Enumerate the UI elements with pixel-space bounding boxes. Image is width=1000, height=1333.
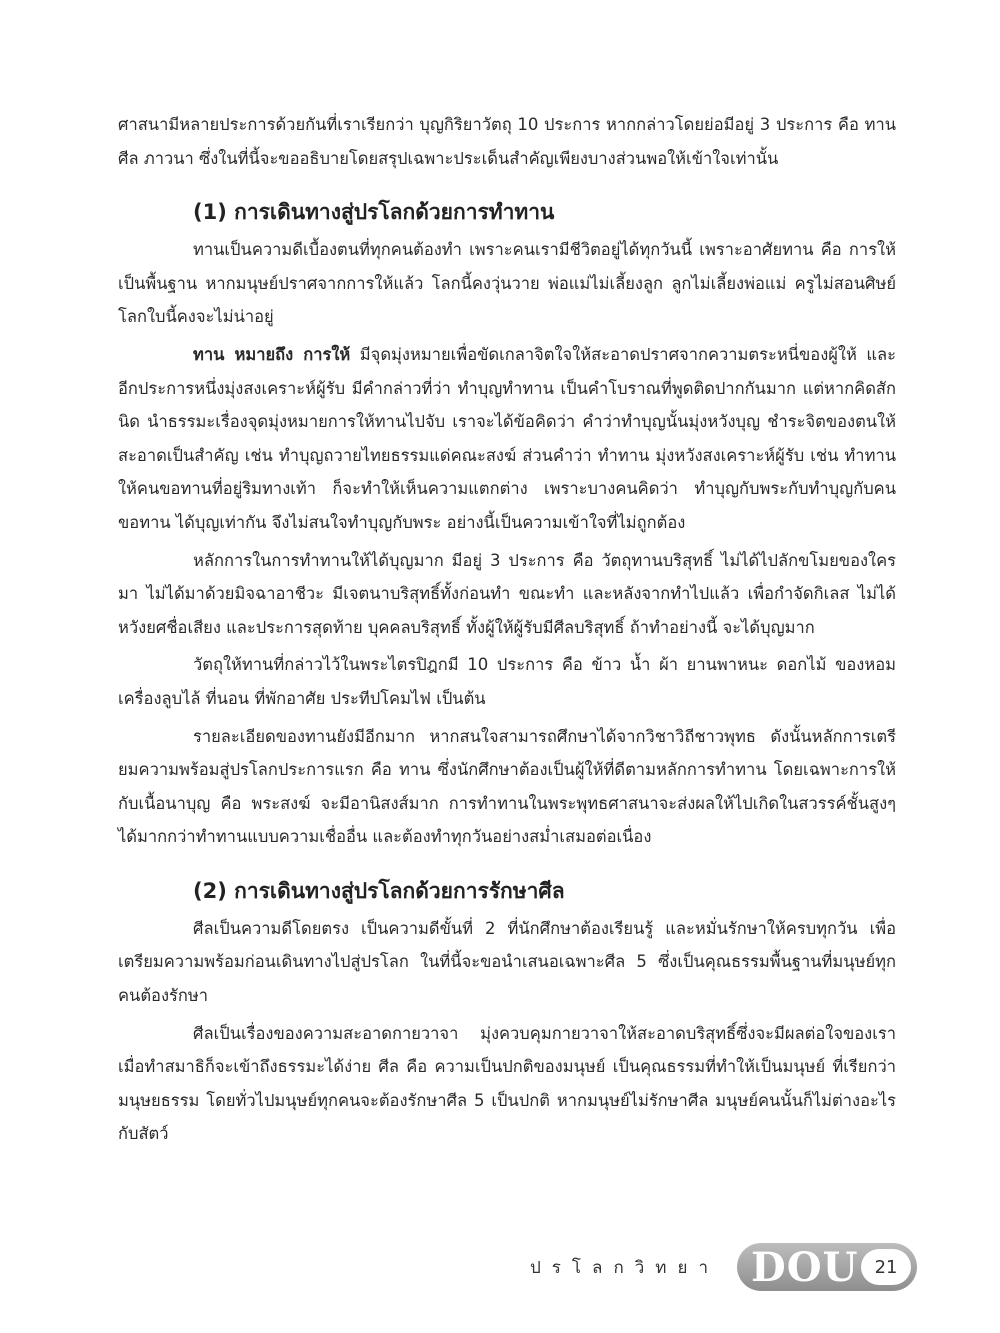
section-1-paragraph-3: หลักการในการทำทานให้ได้บุญมาก มีอยู่ 3 ประการ คือ วัตถุทานบริสุทธิ์ ไม่ได้ไปลักขโมยของใครมา ไม่ได้มาด้วยมิจฉาอาชีวะ มีเจตนาบริสุทธิ์ทั้งก่อนทำ ขณะทำ และหลังจากทำไปแล้ว เพื่อกำจัดกิเลส ไม่ได้หวังยศชื่อเสียง และประการสุดท้าย บุคคลบริสุทธิ์ ทั้งผู้ให้ผู้รับมีศีลบริสุทธิ์ ถ้าทำอย่างนี้ จะได้บุญมาก: [118, 550, 896, 637]
dana-definition-text: มีจุดมุ่งหมายเพื่อขัดเกลาจิตใจให้สะอาดปราศจากความตระหนี่ของผู้ให้ และอีกประการหนึ่งมุ่งสงเคราะห์ผู้รับ มีคำกล่าวที่ว่า ทำบุญทำทาน เป็นคำโบราณที่พูดติดปากกันมาก แต่หากคิดสักนิด นำธรรมะเรื่องจุดมุ่งหมายการให้ทานไปจับ เราจะได้ข้อคิดว่า คำว่าทำบุญนั้นมุ่งหวังบุญ ชำระจิตของตนให้สะอาดเป็นสำคัญ เช่น ทำบุญถวายไทยธรรมแด่คณะสงฆ์ ส่วนคำว่า ทำทาน มุ่งหวังสงเคราะห์ผู้รับ เช่น ทำทานให้คนขอทานที่อยู่ริมทางเท้า ก็จะทำให้เห็นความแตกต่าง เพราะบางคนคิดว่า ทำบุญกับพระกับทำบุญกับคนขอทาน ได้บุญเท่ากัน จึงไม่สนใจทำบุญกับพระ อย่างนี้เป็นความเข้าใจที่ไม่ถูกต้อง: [118, 344, 896, 532]
footer-badge: [737, 1243, 917, 1291]
section-2-heading: (2) การเดินทางสู่ปรโลกด้วยการรักษาศีล: [193, 878, 565, 903]
dou-logo: DOU: [751, 1243, 859, 1291]
intro-paragraph: ศาสนามีหลายประการด้วยกันที่เราเรียกว่า บุญกิริยาวัตถุ 10 ประการ หากกล่าวโดยย่อมีอยู่ 3 ประการ คือ ทาน ศีล ภาวนา ซึ่งในที่นี้จะขออธิบายโดยสรุปเฉพาะประเด็นสำคัญเพียงบางส่วนพอให้เข้าใจเท่านั้น: [118, 115, 896, 168]
section-1-paragraph-4: วัตถุให้ทานที่กล่าวไว้ในพระไตรปิฎกมี 10 ประการ คือ ข้าว น้ำ ผ้า ยานพาหนะ ดอกไม้ ของหอม เครื่องลูบไล้ ที่นอน ที่พักอาศัย ประทีปโคมไฟ เป็นต้น: [118, 655, 896, 708]
section-2-paragraph-1: ศีลเป็นความดีโดยตรง เป็นความดีขั้นที่ 2 ที่นักศึกษาต้องเรียนรู้ และหมั่นรักษาให้ครบทุกวัน เพื่อเตรียมความพร้อมก่อนเดินทางไปสู่ปรโลก ในที่นี้จะขอนำเสนอเฉพาะศีล 5 ซึ่งเป็นคุณธรรมพื้นฐานที่มนุษย์ทุกคนต้องรักษา: [118, 918, 896, 1006]
section-2-paragraph-2: ศีลเป็นเรื่องของความสะอาดกายวาจา มุ่งควบคุมกายวาจาให้สะอาดบริสุทธิ์ซึ่งจะมีผลต่อใจของเรา เมื่อทำสมาธิก็จะเข้าถึงธรรมะได้ง่าย ศีล คือ ความเป็นปกติของมนุษย์ เป็นคุณธรรมที่ทำให้เป็นมนุษย์ ที่เรียกว่า มนุษยธรรม โดยทั่วไปมนุษย์ทุกคนจะต้องรักษาศีล 5 เป็นปกติ หากมนุษย์ไม่รักษาศีล มนุษย์คนนั้นก็ไม่ต่างอะไรกับสัตว์: [118, 1023, 896, 1144]
page-content: [118, 108, 896, 1155]
book-title: ปรโลกวิทยา: [530, 1257, 720, 1278]
section-1-paragraph-2: [118, 338, 896, 540]
page-number: 21: [861, 1249, 911, 1285]
page-footer: [530, 1243, 898, 1291]
section-1-heading: (1) การเดินทางสู่ปรโลกด้วยการทำทาน: [193, 200, 555, 225]
dana-definition-term: ทาน หมายถึง การให้: [193, 344, 351, 364]
section-1-paragraph-5: รายละเอียดของทานยังมีอีกมาก หากสนใจสามารถศึกษาได้จากวิชาวิถีชาวพุทธ ดังนั้นหลักการเตรียมความพร้อมสู่ปรโลกประการแรก คือ ทาน ซึ่งนักศึกษาต้องเป็นผู้ให้ที่ดีตามหลักการทำทาน โดยเฉพาะการให้กับเนื้อนาบุญ คือ พระสงฆ์ จะมีอานิสงส์มาก การทำทานในพระพุทธศาสนาจะส่งผลให้ไปเกิดในสวรรค์ชั้นสูงๆ ได้มากกว่าทำทานแบบความเชื่ออื่น และต้องทำทุกวันอย่างสม่ำเสมอต่อเนื่อง: [118, 726, 896, 847]
section-1-paragraph-1: ทานเป็นความดีเบื้องตนที่ทุกคนต้องทำ เพราะคนเรามีชีวิตอยู่ได้ทุกวันนี้ เพราะอาศัยทาน คือ การให้เป็นพื้นฐาน หากมนุษย์ปราศจากการให้แล้ว โลกนี้คงวุ่นวาย พ่อแม่ไม่เลี้ยงลูก ลูกไม่เลี้ยงพ่อแม่ ครูไม่สอนศิษย์ โลกใบนี้คงจะไม่น่าอยู่: [118, 240, 896, 327]
